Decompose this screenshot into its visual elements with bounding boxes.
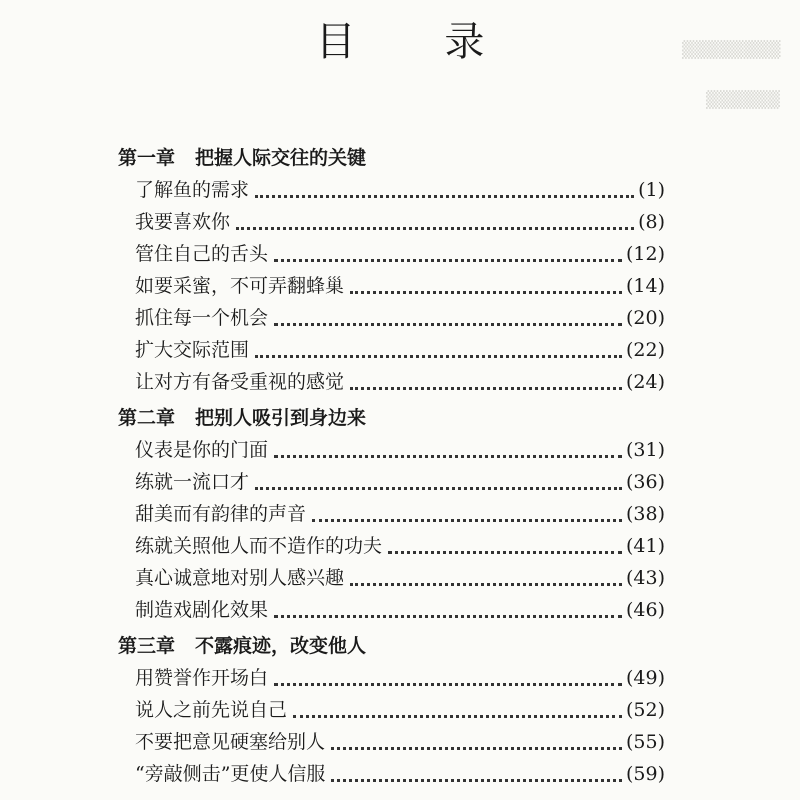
chapter-number: 第三章 [118,635,176,657]
toc-entry[interactable] [135,208,665,236]
entry-page: (46) [625,599,665,621]
entry-title: 说人之前先说自己 [135,699,288,721]
entry-title: 如要采蜜，不可弄翻蜂巢 [135,275,345,297]
dot-leader [255,355,622,358]
toc-entry[interactable] [135,368,665,396]
entry-page: (38) [625,503,665,525]
toc-entry[interactable] [135,304,665,332]
entry-page: (31) [625,439,665,461]
entry-title: 让对方有备受重视的感觉 [135,371,345,393]
toc-entry[interactable] [135,500,665,528]
entry-page: (59) [625,763,665,785]
entry-title: 真心诚意地对别人感兴趣 [135,567,345,589]
entry-page: (22) [625,339,665,361]
dot-leader [331,779,622,782]
dot-leader [350,583,622,586]
entry-title: 抓住每一个机会 [135,307,269,329]
entry-page: (36) [625,471,665,493]
entry-title: “旁敲侧击”更使人信服 [135,763,326,785]
dot-leader [274,615,622,618]
toc-entry[interactable] [135,468,665,496]
entry-title: 不要把意见硬塞给别人 [135,731,326,753]
entry-page: (24) [625,371,665,393]
toc-entry[interactable] [135,240,665,268]
entry-page: (55) [625,731,665,753]
entry-title: 仪表是你的门面 [135,439,269,461]
chapter-name: 把握人际交往的关键 [195,147,367,169]
toc-entry[interactable] [135,532,665,560]
entry-title: 练就关照他人而不造作的功夫 [135,535,383,557]
entry-title: 管住自己的舌头 [135,243,269,265]
entry-title: 了解鱼的需求 [135,179,250,201]
chapter-heading[interactable] [118,144,366,172]
page-title: 目 录 [315,19,523,65]
entry-title: 制造戏剧化效果 [135,599,269,621]
bleed-through-decoration: ▒▒▒▒▒▒▒▒ [681,40,780,59]
bleed-through-decoration: ▒▒▒▒▒▒ [706,90,780,109]
dot-leader [236,227,634,230]
chapter-name: 不露痕迹，改变他人 [195,635,367,657]
entry-title: 练就一流口才 [135,471,250,493]
dot-leader [312,519,622,522]
dot-leader [255,195,634,198]
entry-page: (8) [638,211,665,233]
toc-entry[interactable] [135,696,665,724]
entry-title: 我要喜欢你 [135,211,231,233]
entry-title: 甜美而有韵律的声音 [135,503,307,525]
toc-entry[interactable] [135,728,665,756]
entry-page: (12) [625,243,665,265]
dot-leader [293,715,622,718]
entry-page: (41) [625,535,665,557]
entry-page: (1) [638,179,665,201]
dot-leader [255,487,622,490]
chapter-heading[interactable] [118,632,366,660]
dot-leader [274,683,622,686]
toc-entry[interactable] [135,436,665,464]
dot-leader [274,455,622,458]
dot-leader [274,323,622,326]
toc-entry[interactable] [135,272,665,300]
toc-entry[interactable] [135,664,665,692]
toc-entry[interactable] [135,336,665,364]
dot-leader [388,551,622,554]
toc-entry[interactable] [135,596,665,624]
dot-leader [274,259,622,262]
entry-title: 用赞誉作开场白 [135,667,269,689]
toc-entry[interactable] [135,760,665,788]
dot-leader [331,747,622,750]
toc-entry[interactable] [135,176,665,204]
chapter-number: 第一章 [118,147,176,169]
entry-page: (52) [625,699,665,721]
toc-entry[interactable] [135,564,665,592]
chapter-number: 第二章 [118,407,176,429]
entry-title: 扩大交际范围 [135,339,250,361]
entry-page: (43) [625,567,665,589]
entry-page: (49) [625,667,665,689]
entry-page: (20) [625,307,665,329]
chapter-heading[interactable] [118,404,366,432]
dot-leader [350,291,622,294]
dot-leader [350,387,622,390]
chapter-name: 把别人吸引到身边来 [195,407,367,429]
entry-page: (14) [625,275,665,297]
